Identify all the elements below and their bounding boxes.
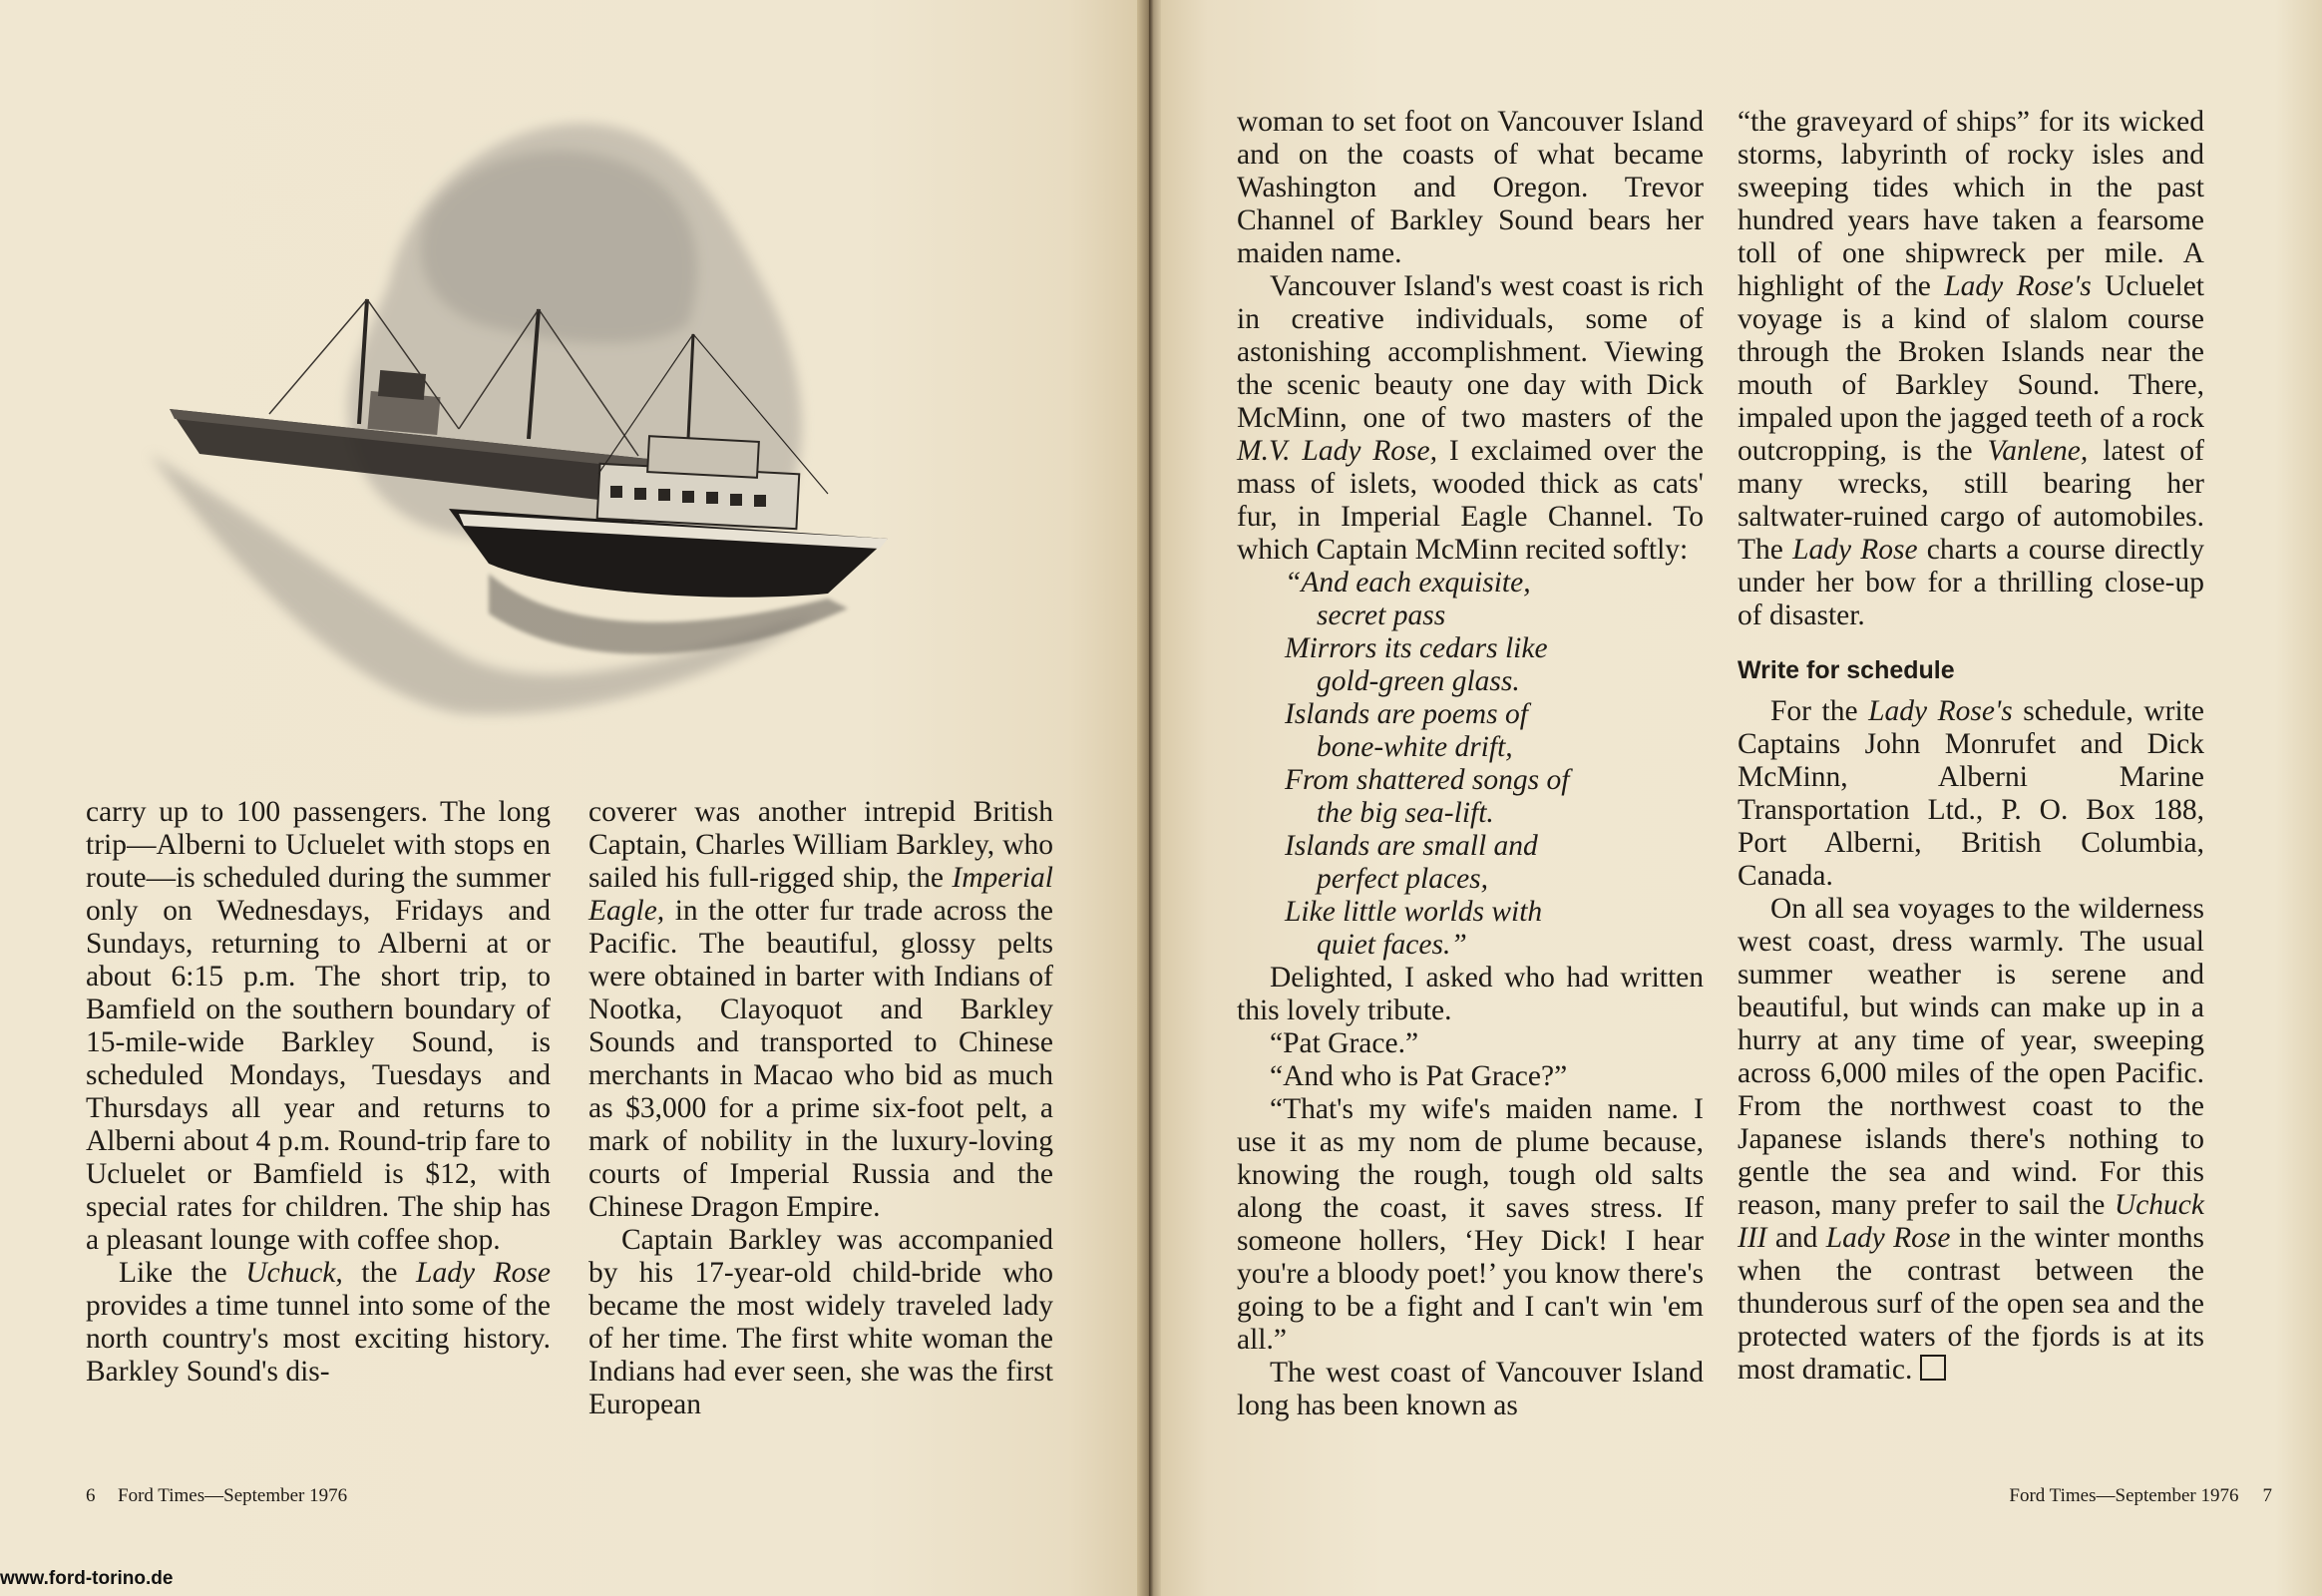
book-gutter <box>1137 0 1161 1596</box>
right-column-1 <box>1237 106 1704 1422</box>
paragraph: carry up to 100 passengers. The long trip—Alberni to Ucluelet with stops en route—is scheduled during the summer only on Wednesdays, Fridays and Sundays, returning to Alberni at or about 6:15 p.m. The short trip, to Bamfield on the southern boundary of 15-mile-wide Barkley Sound, is scheduled Mondays, Tuesdays and Thursdays all year and returns to Alberni about 4 p.m. Round-trip fare to Ucluelet or Bamfield is $12, with special rates for children. The ship has a pleasant lounge with coffee shop. <box>86 796 551 1256</box>
paragraph: “the graveyard of ships” for its wicked storms, labyrinth of rocky isles and sweeping tides which in the past hundred years have taken a fearsome toll of one shipwreck per mile. A highlight of the Lady Rose's Ucluelet voyage is a kind of slalom course through the Broken Islands near the mouth of Barkley Sound. There, impaled upon the jagged teeth of a rock outcropping, is the Vanlene, latest of many wrecks, still bearing her saltwater-ruined cargo of automobiles. The Lady Rose charts a course directly under her bow for a thrilling close-up of disaster. <box>1738 106 2205 631</box>
right-folio <box>2009 1484 2272 1508</box>
poem-line: Islands are small and <box>1285 830 1538 862</box>
poem-line: quiet faces.” <box>1317 929 1467 961</box>
right-page <box>1149 0 2322 1596</box>
poem-line: From shattered songs of <box>1285 764 1570 796</box>
poem-line: bone-white drift, <box>1317 731 1513 763</box>
paragraph: coverer was another intrepid British Captain, Charles William Barkley, who sailed his full-rigged ship, the Imperial Eagle, in the otter fur trade across the Pacific. The beautiful, glossy pelts were obtained in barter with Indians of Nootka, Clayoquot and Barkley Sounds and transported to Chinese merchants in Macao who bid as much as $3,000 for a prime six-foot pelt, a mark of nobility in the luxury-loving courts of Imperial Russia and the Chinese Dragon Empire. <box>588 796 1053 1223</box>
paragraph: On all sea voyages to the wilderness west coast, dress warmly. The usual summer weather is serene and beautiful, but winds can make up in a hurry at any time of year, sweeping across 6,000 miles of the open Pacific. From the northwest coast to the Japanese islands there's nothing to gentle the sea and wind. For this reason, many prefer to sail the Uchuck III and Lady Rose in the winter months when the contrast between the thunderous surf of the open sea and the protected waters of the fjords is at its most dramatic. <box>1738 893 2204 1386</box>
end-of-article-mark <box>1920 1355 1946 1381</box>
paragraph: “Pat Grace.” <box>1270 1027 1419 1059</box>
paragraph: The west coast of Vancouver Island long has been known as <box>1237 1357 1704 1421</box>
poem-line: Mirrors its cedars like <box>1285 632 1548 664</box>
paragraph: Vancouver Island's west coast is rich in creative individuals, some of astonishing accomplishment. Viewing the scenic beauty one day with Dick McMinn, one of two masters of the M.V. Lady Rose, I exclaimed over the mass of islets, wooded thick as cats' fur, in Imperial Eagle Channel. To which Captain McMinn recited softly: <box>1237 270 1704 566</box>
paragraph: For the Lady Rose's schedule, write Captains John Monrufet and Dick McMinn, Alberni Marine Transportation Ltd., P. O. Box 188, Port Alberni, British Columbia, Canada. <box>1738 695 2204 892</box>
poem <box>1237 567 1704 962</box>
poem-line: Islands are poems of <box>1285 698 1528 730</box>
paragraph: Delighted, I asked who had written this lovely tribute. <box>1237 962 1704 1026</box>
publication-line: Ford Times—September 1976 <box>118 1485 348 1506</box>
poem-line: gold-green glass. <box>1317 665 1520 697</box>
poem-line: the big sea-lift. <box>1317 797 1494 829</box>
watermark: www.ford-torino.de <box>0 1568 174 1589</box>
paragraph: “That's my wife's maiden name. I use it as my nom de plume because, knowing the rough, tough old salts along the coast, it saves stress. If someone hollers, ‘Hey Dick! I hear you're a bloody poet!’ you know there's going to be a fight and I can't win 'em all.” <box>1237 1093 1704 1356</box>
left-folio <box>86 1484 347 1508</box>
ships-illustration <box>130 95 928 733</box>
poem-line: secret pass <box>1317 599 1446 631</box>
left-page <box>0 0 1149 1596</box>
section-heading: Write for schedule <box>1738 656 1955 684</box>
page-number: 6 <box>86 1485 96 1506</box>
paragraph: Like the Uchuck, the Lady Rose provides a time tunnel into some of the north country's most exciting history. Barkley Sound's dis- <box>86 1257 551 1388</box>
paragraph: Captain Barkley was accompanied by his 17-year-old child-bride who became the most widely traveled lady of her time. The first white woman the Indians had ever seen, she was the first European <box>588 1224 1053 1420</box>
publication-line: Ford Times—September 1976 <box>2009 1485 2239 1506</box>
left-column-2 <box>588 796 1053 1421</box>
paragraph: “And who is Pat Grace?” <box>1270 1060 1568 1092</box>
right-column-2 <box>1738 106 2204 1387</box>
poem-line: perfect places, <box>1317 863 1489 895</box>
poem-line: Like little worlds with <box>1285 896 1543 928</box>
paragraph: woman to set foot on Vancouver Island and on the coasts of what became Washington and Oregon. Trevor Channel of Barkley Sound bears her maiden name. <box>1237 106 1704 269</box>
poem-line: “And each exquisite, <box>1285 567 1531 598</box>
left-column-1 <box>86 796 551 1389</box>
page-number: 7 <box>2262 1485 2272 1506</box>
